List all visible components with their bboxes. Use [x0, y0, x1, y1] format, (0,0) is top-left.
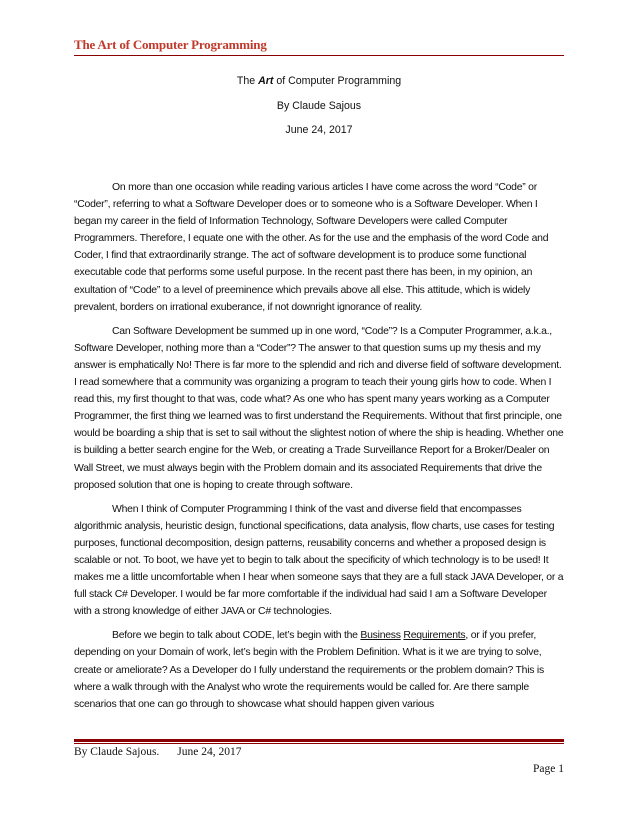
footer-author: By Claude Sajous.	[74, 746, 160, 758]
paragraph-4-rest: , or if you prefer, depending on your Domain of work, let’s begin with the Problem Definition. What is it we are trying to solve, create or ameliorate? As a Developer do I fully understand the requirements or the problem domain? This is where a walk through with the Analyst who wrote the requirements would be called for. Are there sample scenarios that one can go through to showcase what should happen given various	[74, 630, 544, 710]
body-text	[74, 179, 566, 720]
paragraph-1: On more than one occasion while reading various articles I have come across the word “Code” or “Coder”, referring to what a Software Developer does or to someone who is a Software Developer. When I began my career in the field of Information Technology, Software Developers were called Computer Programmers. Therefore, I equate one with the other. As for the use and the emphasis of the word Code and Coder, I find that extraordinarily strange. The act of software development is to produce some functional executable code that performs some useful purpose. In the recent past there has been, in my opinion, an exultation of “Code” to a level of preeminence which prevails above all else. This attitude, which is widely prevalent, borders on irrational exuberance, if not downright ignorance of reality.	[74, 182, 549, 313]
footer-author-date	[74, 746, 242, 758]
title-prefix: The	[236, 75, 259, 87]
paragraph-4-lead: Before we begin to talk about CODE, let’s begin with the	[112, 630, 361, 642]
page-number: Page 1	[533, 763, 564, 775]
footer-rule-thin	[74, 743, 564, 744]
business-link[interactable]: Business	[360, 630, 401, 642]
document-byline: By Claude Sajous	[276, 99, 362, 112]
footer-rule	[74, 739, 564, 742]
title-suffix: of Computer Programming	[273, 75, 402, 87]
paragraph-3: When I think of Computer Programming I think of the vast and diverse field that encompasses algorithmic analysis, heuristic design, functional specifications, data analysis, flow charts, use cases for testing purposes, functional decomposition, design patterns, reusability concerns and whether a proposed design is scalable or not. To boot, we have yet to begin to talk about the specificity of which technology is to be used! It makes me a little uncomfortable when I hear when someone says that they are a full stack JAVA Developer, or a full stack C# Developer. I would be far more comfortable if the individual had said I am a Software Developer with a strong knowledge of either JAVA or C# technologies.	[74, 503, 564, 618]
title-emphasis: Art	[258, 75, 274, 87]
document-title	[74, 73, 564, 98]
title-block	[74, 73, 564, 147]
footer-date: June 24, 2017	[177, 746, 242, 758]
paragraph-2: Can Software Development be summed up in one word, “Code”? Is a Computer Programmer, a.k.a., Software Developer, nothing more than a “Coder”? The answer to that question sums up my thesis and my answer is emphatically No! There is far more to the splendid and rich and diverse field of software development. I read somewhere that a community was organizing a program to teach their young girls how to code. When I read this, my first thought to that was, code what? As one who has spent many years working as a Computer Programmer, the first thing we learned was to first understand the Requirements. Without that first principle, one would be boarding a ship that is set to sail without the slightest notion of where the ship is heading. Whether one is building a better search engine for the Web, or creating a Trade Surveillance Report for a Broker/Dealer on Wall Street, we must always begin with the Problem domain and its associated Requirements that drive the proposed solution that one is hoping to create through software.	[74, 325, 564, 491]
document-date: June 24, 2017	[285, 124, 353, 136]
running-header: The Art of Computer Programming	[74, 37, 267, 52]
requirements-link[interactable]: Requirements	[403, 630, 466, 642]
header-rule	[74, 55, 564, 56]
paragraph-4	[74, 627, 566, 712]
